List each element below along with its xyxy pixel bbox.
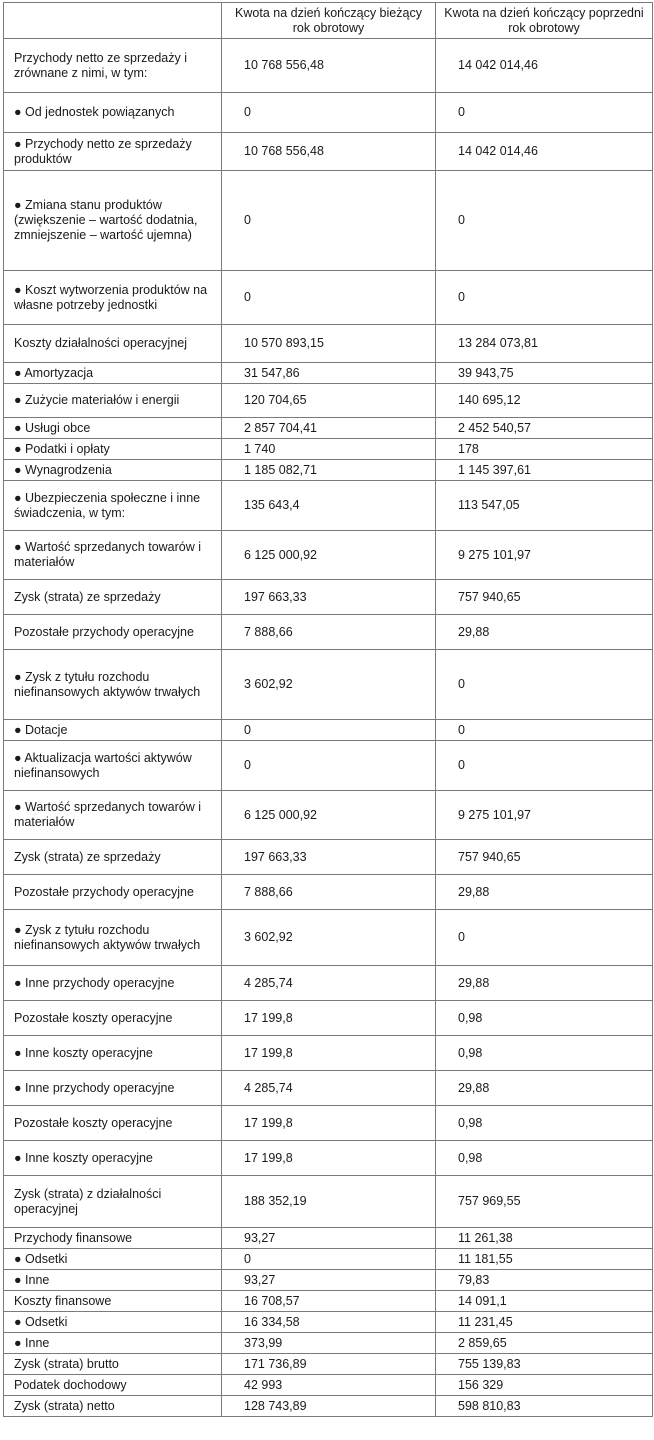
row-previous-value: 0 (436, 650, 653, 720)
header-current-year: Kwota na dzień kończący bieżący rok obrotowy (222, 3, 436, 39)
row-current-value: 373,99 (222, 1333, 436, 1354)
row-previous-value: 0,98 (436, 1106, 653, 1141)
table-row (4, 910, 653, 966)
table-row (4, 1249, 653, 1270)
row-label: ● Zysk z tytułu rozchodu niefinansowych aktywów trwałych (4, 650, 222, 720)
row-label: ● Inne przychody operacyjne (4, 966, 222, 1001)
table-row (4, 1001, 653, 1036)
table-row (4, 1228, 653, 1249)
table-row (4, 384, 653, 418)
row-current-value: 197 663,33 (222, 840, 436, 875)
row-current-value: 7 888,66 (222, 615, 436, 650)
row-label: Podatek dochodowy (4, 1375, 222, 1396)
table-row (4, 840, 653, 875)
row-label: ● Podatki i opłaty (4, 439, 222, 460)
row-current-value: 17 199,8 (222, 1036, 436, 1071)
table-row (4, 271, 653, 325)
row-previous-value: 0 (436, 720, 653, 741)
row-current-value: 188 352,19 (222, 1176, 436, 1228)
table-row (4, 580, 653, 615)
row-previous-value: 11 231,45 (436, 1312, 653, 1333)
row-previous-value: 0,98 (436, 1141, 653, 1176)
row-label: ● Zużycie materiałów i energii (4, 384, 222, 418)
table-row (4, 1036, 653, 1071)
row-label: Zysk (strata) brutto (4, 1354, 222, 1375)
table-row (4, 1176, 653, 1228)
table-row (4, 418, 653, 439)
row-previous-value: 1 145 397,61 (436, 460, 653, 481)
row-current-value: 0 (222, 720, 436, 741)
table-row (4, 1141, 653, 1176)
row-label: Przychody netto ze sprzedaży i zrównane z nimi, w tym: (4, 39, 222, 93)
row-label: ● Zysk z tytułu rozchodu niefinansowych aktywów trwałych (4, 910, 222, 966)
row-previous-value: 14 042 014,46 (436, 133, 653, 171)
row-current-value: 3 602,92 (222, 910, 436, 966)
row-label: Pozostałe koszty operacyjne (4, 1001, 222, 1036)
row-previous-value: 14 042 014,46 (436, 39, 653, 93)
row-label: ● Ubezpieczenia społeczne i inne świadczenia, w tym: (4, 481, 222, 531)
row-previous-value: 598 810,83 (436, 1396, 653, 1417)
row-previous-value: 757 940,65 (436, 840, 653, 875)
table-row (4, 363, 653, 384)
row-label: Zysk (strata) ze sprzedaży (4, 840, 222, 875)
row-label: Pozostałe przychody operacyjne (4, 875, 222, 910)
row-current-value: 197 663,33 (222, 580, 436, 615)
row-current-value: 0 (222, 271, 436, 325)
row-current-value: 17 199,8 (222, 1106, 436, 1141)
row-label: ● Aktualizacja wartości aktywów niefinansowych (4, 741, 222, 791)
row-label: ● Zmiana stanu produktów (zwiększenie – wartość dodatnia, zmniejszenie – wartość ujemna) (4, 171, 222, 271)
row-previous-value: 2 452 540,57 (436, 418, 653, 439)
row-current-value: 6 125 000,92 (222, 791, 436, 840)
row-label: Zysk (strata) netto (4, 1396, 222, 1417)
table-row (4, 966, 653, 1001)
row-label: ● Koszt wytworzenia produktów na własne potrzeby jednostki (4, 271, 222, 325)
table-row (4, 1106, 653, 1141)
row-current-value: 2 857 704,41 (222, 418, 436, 439)
row-current-value: 10 768 556,48 (222, 39, 436, 93)
row-previous-value: 0 (436, 93, 653, 133)
row-previous-value: 39 943,75 (436, 363, 653, 384)
table-row (4, 741, 653, 791)
table-row (4, 39, 653, 93)
row-previous-value: 9 275 101,97 (436, 791, 653, 840)
row-previous-value: 2 859,65 (436, 1333, 653, 1354)
table-row (4, 1354, 653, 1375)
row-previous-value: 29,88 (436, 615, 653, 650)
row-label: Przychody finansowe (4, 1228, 222, 1249)
row-current-value: 16 334,58 (222, 1312, 436, 1333)
row-previous-value: 156 329 (436, 1375, 653, 1396)
table-row (4, 875, 653, 910)
row-current-value: 17 199,8 (222, 1141, 436, 1176)
table-row (4, 460, 653, 481)
row-label: Zysk (strata) z działalności operacyjnej (4, 1176, 222, 1228)
row-label: ● Od jednostek powiązanych (4, 93, 222, 133)
table-row (4, 615, 653, 650)
row-current-value: 120 704,65 (222, 384, 436, 418)
row-previous-value: 0,98 (436, 1001, 653, 1036)
row-current-value: 135 643,4 (222, 481, 436, 531)
row-previous-value: 178 (436, 439, 653, 460)
row-previous-value: 79,83 (436, 1270, 653, 1291)
row-label: Zysk (strata) ze sprzedaży (4, 580, 222, 615)
row-current-value: 93,27 (222, 1228, 436, 1249)
row-current-value: 7 888,66 (222, 875, 436, 910)
row-previous-value: 0 (436, 171, 653, 271)
table-row (4, 1396, 653, 1417)
row-current-value: 93,27 (222, 1270, 436, 1291)
table-row (4, 531, 653, 580)
row-label: Koszty finansowe (4, 1291, 222, 1312)
table-row (4, 325, 653, 363)
table-row (4, 93, 653, 133)
row-current-value: 0 (222, 1249, 436, 1270)
row-previous-value: 14 091,1 (436, 1291, 653, 1312)
row-previous-value: 0 (436, 271, 653, 325)
row-current-value: 16 708,57 (222, 1291, 436, 1312)
row-previous-value: 29,88 (436, 1071, 653, 1106)
row-label: ● Inne koszty operacyjne (4, 1036, 222, 1071)
row-previous-value: 29,88 (436, 966, 653, 1001)
table-row (4, 650, 653, 720)
table-row (4, 1270, 653, 1291)
header-label-cell (4, 3, 222, 39)
row-previous-value: 29,88 (436, 875, 653, 910)
row-current-value: 1 185 082,71 (222, 460, 436, 481)
row-label: ● Wartość sprzedanych towarów i materiałów (4, 531, 222, 580)
row-current-value: 0 (222, 741, 436, 791)
row-label: ● Odsetki (4, 1312, 222, 1333)
row-previous-value: 13 284 073,81 (436, 325, 653, 363)
row-current-value: 6 125 000,92 (222, 531, 436, 580)
header-previous-year: Kwota na dzień kończący poprzedni rok obrotowy (436, 3, 653, 39)
row-label: ● Wartość sprzedanych towarów i materiałów (4, 791, 222, 840)
table-row (4, 133, 653, 171)
financial-statement-table (3, 2, 653, 1417)
row-current-value: 128 743,89 (222, 1396, 436, 1417)
row-previous-value: 11 261,38 (436, 1228, 653, 1249)
row-current-value: 10 570 893,15 (222, 325, 436, 363)
row-previous-value: 9 275 101,97 (436, 531, 653, 580)
table-row (4, 1333, 653, 1354)
row-previous-value: 757 969,55 (436, 1176, 653, 1228)
table-row (4, 1291, 653, 1312)
row-current-value: 10 768 556,48 (222, 133, 436, 171)
table-row (4, 720, 653, 741)
row-previous-value: 0 (436, 910, 653, 966)
table-row (4, 171, 653, 271)
row-label: ● Usługi obce (4, 418, 222, 439)
row-current-value: 4 285,74 (222, 1071, 436, 1106)
row-current-value: 4 285,74 (222, 966, 436, 1001)
row-current-value: 17 199,8 (222, 1001, 436, 1036)
table-row (4, 481, 653, 531)
row-label: ● Inne przychody operacyjne (4, 1071, 222, 1106)
row-previous-value: 11 181,55 (436, 1249, 653, 1270)
row-current-value: 3 602,92 (222, 650, 436, 720)
row-current-value: 0 (222, 171, 436, 271)
row-label: ● Odsetki (4, 1249, 222, 1270)
row-label: ● Inne (4, 1270, 222, 1291)
table-row (4, 439, 653, 460)
row-label: Koszty działalności operacyjnej (4, 325, 222, 363)
row-previous-value: 0,98 (436, 1036, 653, 1071)
row-previous-value: 113 547,05 (436, 481, 653, 531)
row-current-value: 1 740 (222, 439, 436, 460)
row-label: ● Przychody netto ze sprzedaży produktów (4, 133, 222, 171)
row-label: ● Amortyzacja (4, 363, 222, 384)
row-previous-value: 755 139,83 (436, 1354, 653, 1375)
row-current-value: 0 (222, 93, 436, 133)
row-label: Pozostałe koszty operacyjne (4, 1106, 222, 1141)
row-label: ● Inne koszty operacyjne (4, 1141, 222, 1176)
table-row (4, 791, 653, 840)
row-label: Pozostałe przychody operacyjne (4, 615, 222, 650)
table-row (4, 1375, 653, 1396)
row-label: ● Wynagrodzenia (4, 460, 222, 481)
table-row (4, 1071, 653, 1106)
row-current-value: 31 547,86 (222, 363, 436, 384)
row-previous-value: 757 940,65 (436, 580, 653, 615)
row-label: ● Dotacje (4, 720, 222, 741)
row-current-value: 171 736,89 (222, 1354, 436, 1375)
table-row (4, 1312, 653, 1333)
row-previous-value: 140 695,12 (436, 384, 653, 418)
row-previous-value: 0 (436, 741, 653, 791)
row-current-value: 42 993 (222, 1375, 436, 1396)
table-header-row (4, 3, 653, 39)
row-label: ● Inne (4, 1333, 222, 1354)
